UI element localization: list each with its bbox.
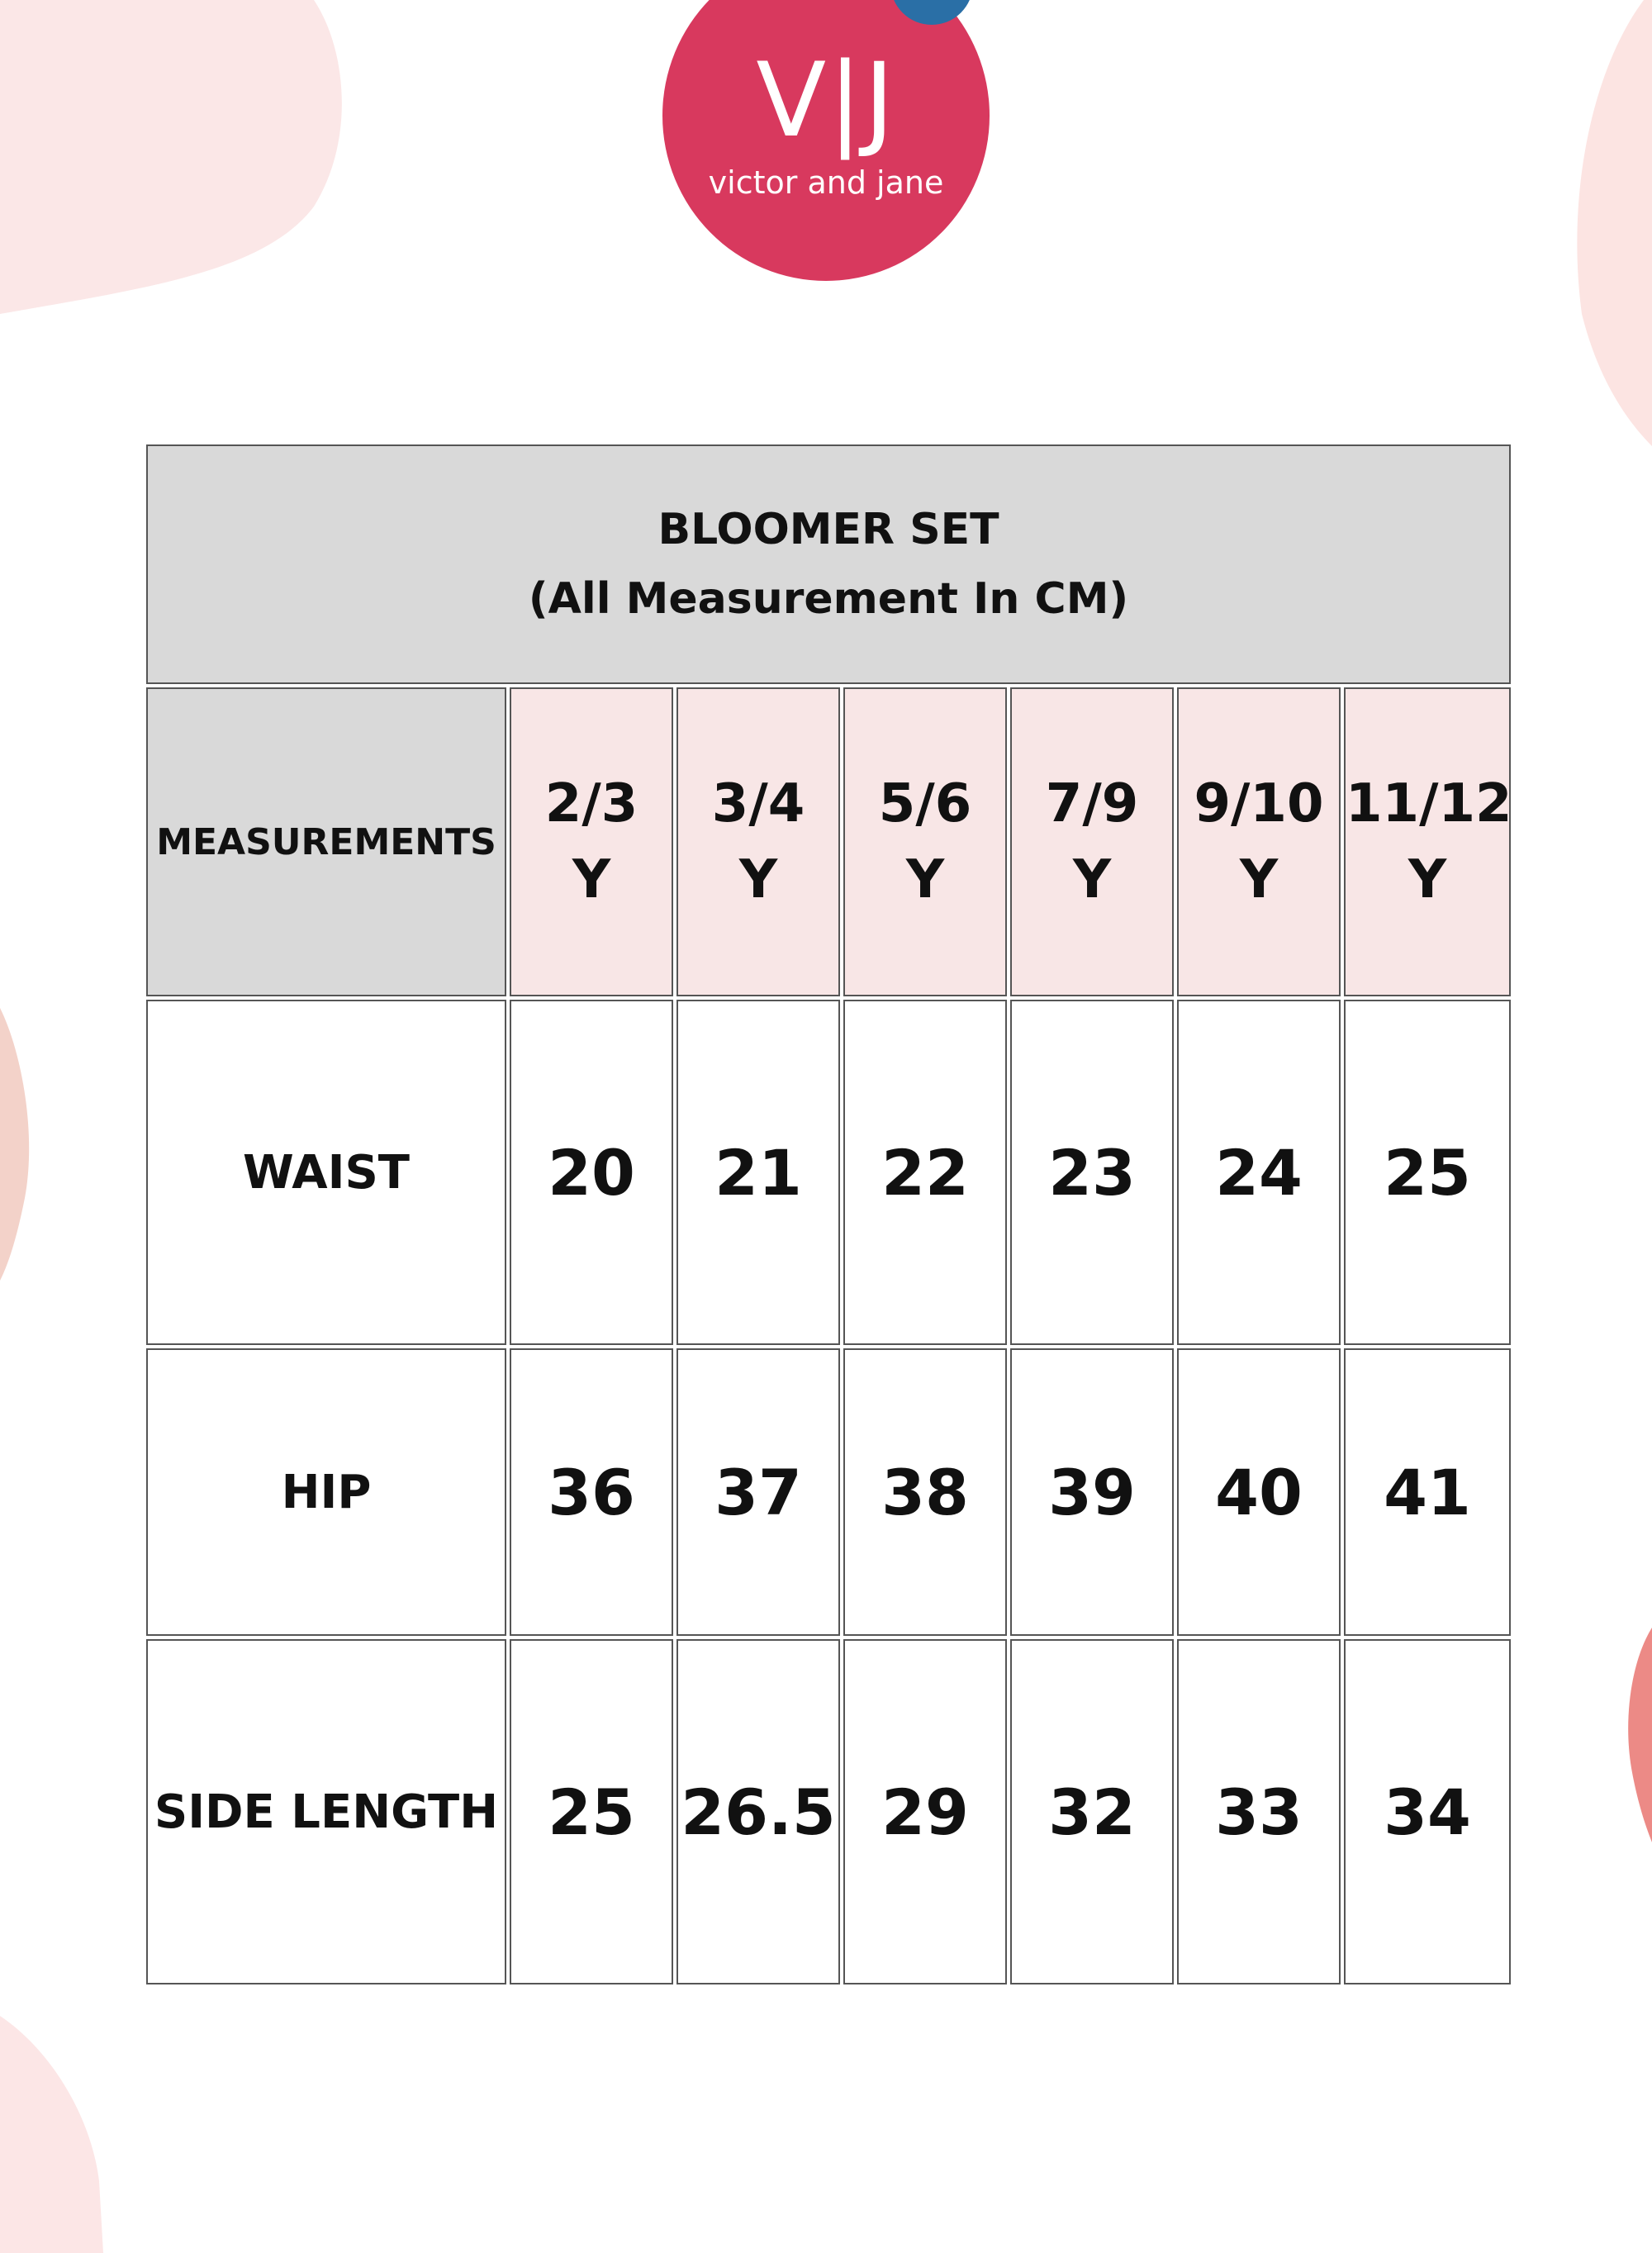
left-middle-blob	[0, 1008, 29, 1281]
top-right-blob	[1577, 0, 1652, 446]
table-cell: 37	[676, 1348, 840, 1636]
size-unit: Y	[1239, 849, 1279, 910]
brand-name: victor and jane	[708, 164, 944, 201]
table-cell: 38	[843, 1348, 1007, 1636]
bottom-left-blob	[0, 2016, 103, 2253]
table-cell: 36	[510, 1348, 673, 1636]
table-cell: 32	[1010, 1639, 1174, 1984]
chart-title: BLOOMER SET	[657, 505, 999, 554]
size-unit: Y	[1072, 849, 1112, 910]
size-age: 7/9	[1045, 773, 1139, 834]
size-age: 5/6	[878, 773, 972, 834]
size-header-5-6	[843, 687, 1007, 996]
size-age: 11/12	[1346, 773, 1512, 834]
table-row-hip	[146, 1348, 1511, 1636]
top-left-blob	[0, 0, 342, 314]
table-cell: 20	[510, 1000, 673, 1345]
size-unit: Y	[572, 849, 611, 910]
table-cell: 25	[1344, 1000, 1511, 1345]
table-cell: 21	[676, 1000, 840, 1345]
table-row-waist	[146, 1000, 1511, 1345]
table-cell: 40	[1177, 1348, 1341, 1636]
table-cell: 39	[1010, 1348, 1174, 1636]
size-unit: Y	[738, 849, 778, 910]
size-age: 3/4	[711, 773, 805, 834]
table-cell: 24	[1177, 1000, 1341, 1345]
table-cell: 23	[1010, 1000, 1174, 1345]
size-age: 9/10	[1194, 773, 1324, 834]
brand-logo-mark: V|J	[756, 41, 896, 160]
table-cell: 33	[1177, 1639, 1341, 1984]
table-row-side-length	[146, 1639, 1511, 1984]
measurements-header: MEASUREMENTS	[146, 687, 506, 996]
size-header-2-3	[510, 687, 673, 996]
size-unit: Y	[905, 849, 945, 910]
table-cell: 34	[1344, 1639, 1511, 1984]
title-row	[146, 444, 1511, 684]
table-cell: 25	[510, 1639, 673, 1984]
size-header-11-12	[1344, 687, 1511, 996]
chart-title-cell	[146, 444, 1511, 684]
chart-subtitle: (All Measurement In CM)	[528, 574, 1129, 624]
size-header-3-4	[676, 687, 840, 996]
row-label-hip: HIP	[146, 1348, 506, 1636]
table-cell: 26.5	[676, 1639, 840, 1984]
size-chart-table	[143, 441, 1514, 1988]
size-header-9-10	[1177, 687, 1341, 996]
table-cell: 22	[843, 1000, 1007, 1345]
size-header-7-9	[1010, 687, 1174, 996]
row-label-side-length: SIDE LENGTH	[146, 1639, 506, 1984]
row-label-waist: WAIST	[146, 1000, 506, 1345]
right-middle-blob	[1628, 1628, 1652, 1842]
table-cell: 41	[1344, 1348, 1511, 1636]
table-cell: 29	[843, 1639, 1007, 1984]
size-header-row	[146, 687, 1511, 996]
size-age: 2/3	[544, 773, 638, 834]
size-unit: Y	[1408, 849, 1447, 910]
